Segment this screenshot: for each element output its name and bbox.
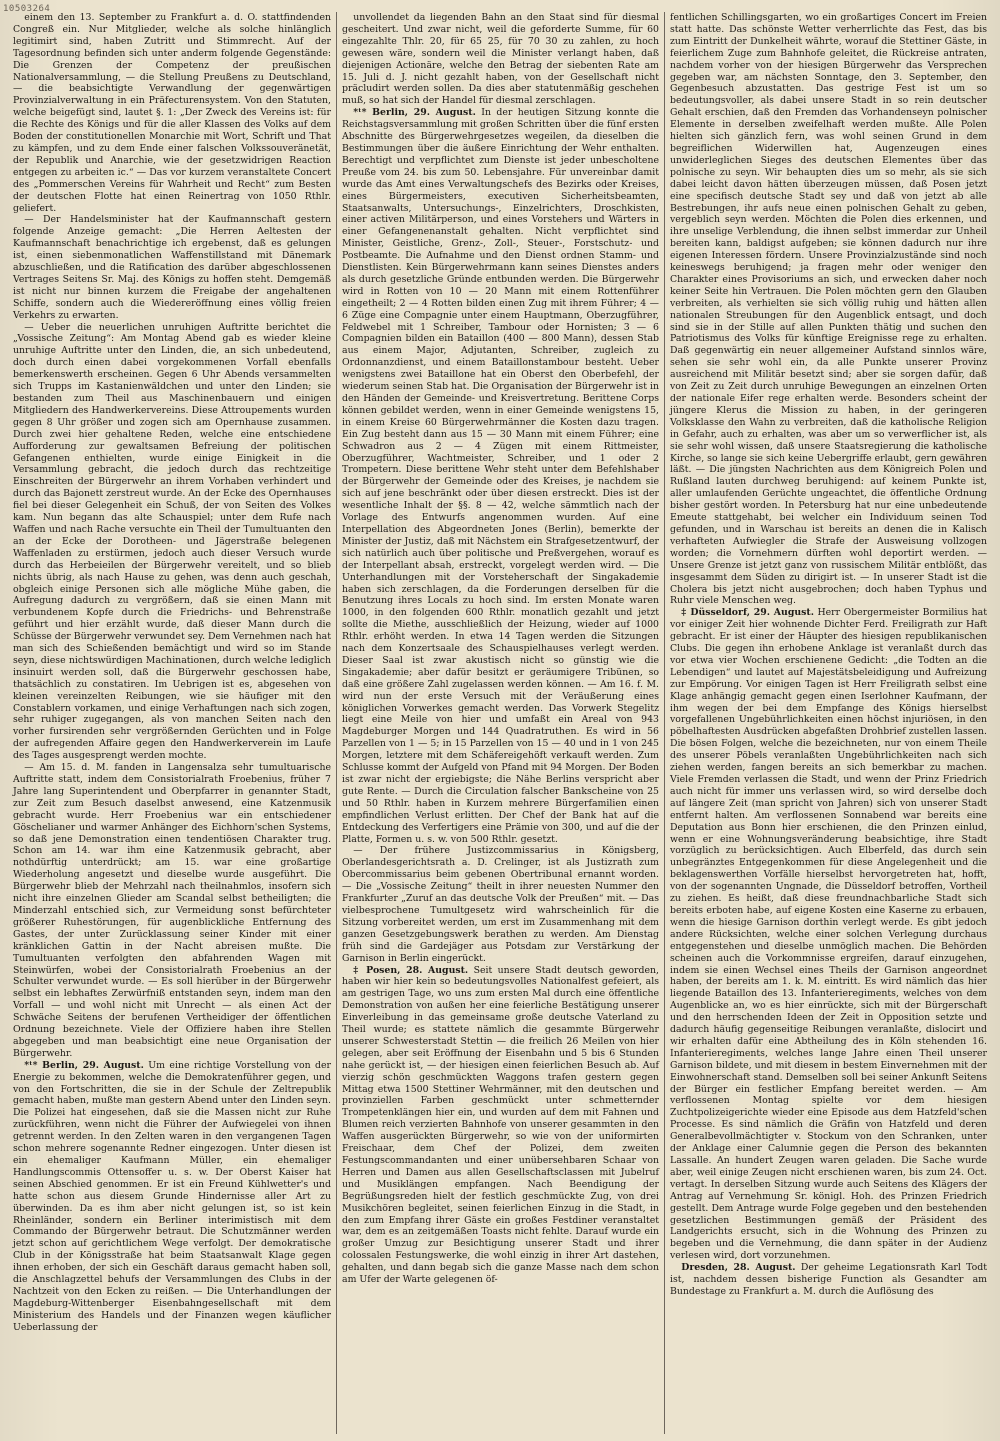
- article-paragraph: [13, 322, 331, 763]
- article-paragraph: [670, 1262, 987, 1298]
- article-text: Um eine richtige Vorstellung von der Energie zu bekommen, welche die Demokratenführer gegen, und von den Fortschritten, die sie in der Schule der Zeltrepublik gemacht haben, mußte man gestern Abend unter den Linden seyn. Die Polizei hat eingesehen, daß sie die Massen nicht zur Ruhe zurückführen, wenn nicht die Führer der Aufwiegelei von ihnen getrennt werden. In den Zelten waren in den vergangenen Tagen schon mehrere sogenannte Redner eingezogen. Unter diesen ist ein ehemaliger Kaufmann Müller, ein ehemaliger Handlungscommis Ottensoffer u. s. w. Der Oberst Kaiser hat seinen Abschied genommen. Er ist ein Freund Kühlwetter's und hatte schon aus diesem Grunde Hindernisse aller Art zu überwinden. Da es ihm aber nicht gelungen ist, so ist kein Rheinländer, sondern ein Berliner interimistisch mit dem Commando der Bürgerwehr betraut. Die Schutzmänner werden jetzt schon auf gerichtlichem Wege verfolgt. Der demokratische Club in der Königsstraße hat beim Staatsanwalt Klage gegen ihnen erhoben, der sich ein Geschäft daraus gemacht haben soll, die Anschlagzettel behufs der Versammlungen des Clubs in der Nachtzeit von den Ecken zu reißen. — Die Unterhandlungen der Magdeburg-Wittenberger Eisenbahngesellschaft mit dem Ministerium des Handels und der Finanzen wegen käuflicher Ueberlassung der: [13, 1059, 331, 1333]
- article-paragraph: [342, 107, 659, 845]
- article-paragraph: [13, 12, 331, 214]
- article-paragraph: [13, 1060, 331, 1334]
- article-dateline: ‡ Düsseldorf, 29. August.: [681, 607, 814, 619]
- article-dateline: *ᵗ* Berlin, 29. August.: [353, 107, 476, 119]
- article-text: Der geheime Legationsrath Karl Todt ist, nachdem dessen bisherige Function als Gesandter am Bundestage zu Frankfurt a. M. durch die Auflösung des: [670, 1262, 987, 1297]
- article-paragraph: [342, 965, 659, 1286]
- scan-id: 10503264: [3, 4, 51, 14]
- column-container: [8, 12, 992, 1434]
- article-paragraph: [670, 12, 987, 607]
- article-paragraph: [342, 12, 659, 107]
- article-text: In der heutigen Sitzung konnte die Reichstagsversammlung mit großen Schritten über die fünf ersten Abschnitte des Bürgerwehrgesetzes wegeilen, da dieselben die Bestimmungen über die äußere Einrichtung der Wehr enthalten. Berechtigt und verpflichtet zum Dienste ist jeder unbescholtene Preuße vom 24. bis zum 50. Lebensjahre. Für unvereinbar damit wurde das Amt eines Verwaltungschefs des Bezirks oder Kreises, eines Bürgermeisters, executiven Sicherheitsbeamten, Staatsanwalts, Untersuchungs-, Einzelrichters, Droschkisten, einer activen Militärperson, und eines Vorstehers und Wärters in einer Gefangenenanstalt gehalten. Nicht verpflichtet sind Minister, Geistliche, Grenz-, Zoll-, Steuer-, Forstschutz- und Postbeamte. Die Aufnahme und den Dienst ordnen Stamm- und Dienstlisten. Kein Bürgerwehrmann kann seines Dienstes anders als durch gesetzliche Gründe entbunden werden. Die Bürgerwehr wird in Rotten von 10 — 20 Mann mit einem Rottenführer eingetheilt; 2 — 4 Rotten bilden einen Zug mit ihrem Führer; 4 — 6 Züge eine Compagnie unter einem Hauptmann, Oberzugführer, Feldwebel mit 1 Schreiber, Tambour oder Hornisten; 3 — 6 Compagnien bilden ein Bataillon (400 — 800 Mann), dessen Stab aus einem Major, Adjutanten, Schreiber, zugleich zu Ordonnanzdienst, und einem Bataillonstambour besteht. Ueber wenigstens zwei Bataillone hat ein Oberst den Oberbefehl, der wiederum seinen Stab hat. Die Organisation der Bürgerwehr ist in den Händen der Gemeinde- und Kreisvertretung. Berittene Corps können gebildet werden, wenn in einer Gemeinde wenigstens 15, in einem Kreise 60 Bürgerwehrmänner die Kosten dazu tragen. Ein Zug besteht dann aus 15 — 30 Mann mit einem Führer; eine Schwadron aus 2 — 4 Zügen mit einem Rittmeister, Oberzugführer, Wachtmeister, Schreiber, und 1 oder 2 Trompetern. Diese berittene Wehr steht unter dem Befehlshaber der Bürgerwehr der Gemeinde oder des Kreises, je nachdem sie sich auf jene beschränkt oder über diesen erstreckt. Dies ist der wesentliche Inhalt der §§. 8 — 42, welche sämmtlich nach der Vorlage des Entwurfs angenommen wurden. Auf eine Interpellation des Abgeordneten Jones (Berlin), bemerkte der Minister der Justiz, daß mit Nächstem ein Strafgesetzentwurf, der sich natürlich auch über politische und Preßvergehen, worauf es der Interpellant absah, erstreckt, vorgelegt werden wird. — Die Unterhandlungen mit der Vorsteherschaft der Singakademie haben sich zerschlagen, da die Forderungen derselben für die Benutzung ihres Locals zu hoch sind. Im ersten Monate waren 1000, in den folgenden 600 Rthlr. monatlich gezahlt und jetzt sollte die Miethe, ausschließlich der Heizung, wieder auf 1000 Rthlr. erhöht werden. In etwa 14 Tagen werden die Sitzungen nach dem Konzertsaale des Schauspielhauses verlegt werden. Dieser Saal ist zwar akustisch nicht so günstig wie die Singakademie; aber dafür besitzt er geräumigere Tribünen, so daß eine größere Zahl zugelassen werden können. — Am 16. f. M. wird nun der erste Versuch mit der Veräußerung eines königlichen Vorwerkes gemacht werden. Das Vorwerk Stegelitz liegt eine Meile von hier und umfaßt ein Areal von 943 Magdeburger Morgen und 144 Quadratruthen. Es wird in 56 Parzellen von 1 — 5; in 15 Parzellen von 15 — 40 und in 1 von 245 Morgen, letztere mit dem Schäfereigehöft verkauft werden. Zum Schlusse kommt der Aufgeld von Pfand mit 94 Morgen. Der Boden ist zwar nicht der ergiebigste; die Nähe Berlins verspricht aber gute Rente. — Durch die Circulation falscher Bankscheine von 25 und 50 Rthlr. haben in Kurzem mehrere Bürgerfamilien einen empfindlichen Verlust erlitten. Der Chef der Bank hat auf die Entdeckung des Verfertigers eine Prämie von 300, und auf die der Platte, Formen u. s. w. von 500 Rthlr. gesetzt.: [342, 107, 659, 845]
- column-middle: [336, 12, 664, 1434]
- article-paragraph: [13, 762, 331, 1060]
- article-dateline: Dresden, 28. August.: [681, 1262, 796, 1274]
- article-text: — Der frühere Justizcommissarius in Königsberg, Oberlandesgerichtsrath a. D. Crelinger, ist als Justizrath zum Obercommissarius beim gebenen Obertribunal ernannt worden. — Die „Vossische Zeitung“ theilt in ihrer neuesten Nummer den Frankfurter „Zuruf an das deutsche Volk der Preußen“ mit. — Das vielbesprochene Tumultgesetz wird wahrscheinlich für die Sitzung vorbereitet werden, um erst im Zusammenhang mit dem ganzen Gesetzgebungswerk berathen zu werden. Am Dienstag früh sind die Gardejäger aus Potsdam zur Verstärkung der Garnison in Berlin eingerückt.: [342, 845, 659, 964]
- article-text: Seit unsere Stadt deutsch geworden, haben wir hier kein so bedeutungsvolles Nationalfest gefeiert, als am gestrigen Tage, wo uns zum ersten Mal durch eine öffentliche Demonstration von außen her eine feierliche Bestätigung unserer Einverleibung in das gemeinsame große deutsche Vaterland zu Theil wurde; es stattete nämlich die gesammte Bürgerwehr unserer Schwesterstadt Stettin — die freilich 26 Meilen von hier gelegen, aber seit Eröffnung der Eisenbahn und 5 bis 6 Stunden nahe gerückt ist, — der hiesigen einen feierlichen Besuch ab. Auf vierzig schön geschmückten Waggons trafen gestern gegen Mittag etwa 1500 Stettiner Wehrmänner, mit den deutschen und provinziellen Farben geschmückt unter schmetternder Trompetenklängen hier ein, und wurden auf dem mit Fahnen und Blumen reich verzierten Bahnhofe von unserer gesammten in den Waffen ausgerückten Bürgerwehr, so wie von der uniformirten Freischaar, dem Chef der Polizei, dem zweiten Festungscommandanten und einer unübersehbaren Schaar von Herren und Damen aus allen Gesellschaftsclassen mit Jubelruf und Musiklängen empfangen. Nach Beendigung der Begrüßungsreden hielt der festlich geschmückte Zug, von drei Musikchören begleitet, seinen feierlichen Einzug in die Stadt, in den zum Empfang ihrer Gäste ein großes Festdiner veranstaltet war, dem es an zeitgemäßen Toasts nicht fehlte. Darauf wurde ein großer Umzug zur Besichtigung unserer Stadt und ihrer colossalen Festungswerke, die wohl einzig in ihrer Art dastehen, gehalten, und dann begab sich die ganze Masse nach dem schon am Ufer der Warte gelegenen öf-: [342, 964, 659, 1286]
- article-paragraph: [13, 214, 331, 321]
- column-right: [664, 12, 992, 1434]
- article-text: — Am 15. d. M. fanden in Langensalza sehr tumultuarische Auftritte statt, indem dem Consistorialrath Froebenius, früher 7 Jahre lang Superintendent und Oberpfarrer in genannter Stadt, zur Zeit zum Besuch daselbst anwesend, eine Katzenmusik gebracht wurde. Herr Froebenius war ein entschiedener Göschelianer und warmer Anhänger des Eichhorn'schen Systems, so daß jene Demonstration einen tendentiösen Charakter trug. Schon am 14. war ihm eine Katzenmusik gebracht, aber nothdürftig unterdrückt; am 15. war eine großartige Wiederholung angesetzt und dieselbe wurde ausgeführt. Die Bürgerwehr blieb der Mehrzahl nach theilnahmlos, insofern sich nicht ihre einzelnen Glieder am Scandal selbst betheiligten; die Minderzahl entschied sich, zur Vermeidung sonst befürchteter größerer Ruhestörungen, für augenblickliche Entfernung des Gastes, der unter Zurücklassung seiner Kinder mit einer kränklichen Gattin in der Nacht abreisen mußte. Die Tumultuanten verfolgten den abfahrenden Wagen mit Steinwürfen, wobei der Consistorialrath Froebenius an der Schulter verwundet wurde. — Es soll hierüber in der Bürgerwehr selbst ein lebhaftes Zerwürfniß entstanden seyn, indem man den Vorfall — und wohl nicht mit Unrecht — als einen Act der Schwäche Seitens der berufenen Vertheidiger der öffentlichen Ordnung bezeichnete. Viele der Offiziere haben ihre Stellen abgegeben und man beabsichtigt eine neue Organisation der Bürgerwehr.: [13, 762, 331, 1059]
- article-text: — Der Handelsminister hat der Kaufmannschaft gestern folgende Anzeige gemacht: „Die Herren Aeltesten der Kaufmannschaft benachrichtige ich ergebenst, daß es gelungen ist, einen siebenmonatlichen Waffenstillstand mit Dänemark abzuschließen, und die Ratification des darüber abgeschlossenen Vertrages Seitens Sr. Maj. des Königs zu hoffen steht. Demgemäß ist nicht nur binnen kurzem die Freigabe der angehaltenen Schiffe, sondern auch die Wiedereröffnung eines völlig freien Verkehrs zu erwarten.: [13, 214, 331, 321]
- article-text: Herr Obergermeister Bormilius hat vor einiger Zeit hier wohnende Dichter Ferd. Freiligrath zur Haft gebracht. Er ist einer der Häupter des hiesigen republikanischen Clubs. Die gegen ihn erhobene Anklage ist veranlaßt durch das vor etwa vier Wochen erschienene Gedicht: „die Todten an die Lebendigen“ und lautet auf Majestätsbeleidigung und Aufreizung zur Empörung. Vor einigen Tagen ist Herr Freiligrath selbst eine Klage anhängig gemacht gegen einen Iserlohner Kaufmann, der ihm wegen der bei dem Empfange des Königs hierselbst vorgefallenen Ungebührlichkeiten einen höchst injuriösen, in den pöbelhaftesten Ausdrücken abgefaßten Drohbrief zustellen lassen. Die bösen Folgen, welche die bezeichneten, nur von einem Theile des unserer Pöbels veranlaßten Ungebührlichkeiten nach sich ziehen werden, fangen bereits an sich bemerkbar zu machen. Viele Fremden verlassen die Stadt, und wenn der Prinz Friedrich auch nicht für immer uns verlassen wird, so wird derselbe doch auf längere Zeit (man spricht von Jahren) sich von unserer Stadt entfernt halten. Am verflossenen Sonnabend war bereits eine Deputation aus Bonn hier erschienen, die den Prinzen einlud, wenn er eine Wohnungsveränderung beabsichtige, ihre Stadt vorzüglich zu berücksichtigen. Auch Elberfeld, das durch sein unbegränztes Entgegenkommen für diese Angelegenheit und die beklagenswerthen Vorfälle hierselbst hervorgetreten hat, hofft, von der sogenannten Ungnade, die Düsseldorf betroffen, Vortheil zu ziehen. Es heißt, daß diese freundnachbarliche Stadt sich bereits erboten habe, auf eigene Kosten eine Kaserne zu erbauen, wenn die hiesige Garnison dorthin verlegt werde. Es gibt jedoch andere Rücksichten, welche einer solchen Verlegung durchaus entgegenstehen und dieselbe unmöglich machen. Die Behörden scheinen auch die Vorkommnisse ergreifen, darauf einzugehen, indem sie einen Wechsel eines Theils der Garnison angeordnet haben, der bereits am 1. k. M. eintritt. Es wird nämlich das hier liegende Bataillon des 13. Infanterieregiments, welches von dem Augenblicke an, wo es hier einrückte, sich mit der Bürgerschaft und den herrschenden Ideen der Zeit in Opposition setzte und dadurch häufig gegenseitige Reibungen veranlaßte, dislocirt und wir erhalten dafür eine Abtheilung des in Köln stehenden 16. Infanterieregiments, welches lange Jahre einen Theil unserer Garnison bildete, und mit diesem in bestem Einvernehmen mit der Einwohnerschaft stand. Demselben soll bei seiner Ankunft Seitens der Bürger ein festlicher Empfang bereitet werden. — Am verflossenen Montag spielte vor dem hiesigen Zuchtpolizeigerichte wieder eine Episode aus dem Hatzfeld'schen Processe. Es sind nämlich die Gräfin von Hatzfeld und deren Generalbevollmächtigter v. Stockum von den Schranken, unter der Anklage einer Calumnie gegen die Person des bekannten Lassalle. An hundert Zeugen waren geladen. Die Sache wurde aber, weil einige Zeugen nicht erschienen waren, bis zum 24. Oct. vertagt. In derselben Sitzung wurde auch Seitens des Klägers der Antrag auf Vernehmung Sr. königl. Hoh. des Prinzen Friedrich gestellt. Dem Antrage wurde Folge gegeben und den bestehenden gesetzlichen Bestimmungen gemäß der Präsident des Landgerichts ersucht, sich in die Wohnung des Prinzen zu begeben und die Vernehmung, die dann später in der Audienz verlesen wird, dort vorzunehmen.: [670, 607, 987, 1262]
- article-text: unvollendet da liegenden Bahn an den Staat sind für diesmal gescheitert. Und zwar nicht, weil die geforderte Summe, für 60 eingezahlte Thlr. 20, für 65 25, für 70 30 zu zahlen, zu hoch gewesen wäre, sondern weil die Minister verlangt haben, daß diejenigen Actionäre, welche den Betrag der siebenten Rate am 15. Juli d. J. nicht gezahlt haben, von der Gesellschaft nicht präcludirt werden sollen. Da dies aber statutenmäßig geschehen muß, so hat sich der Handel für diesmal zerschlagen.: [342, 12, 659, 107]
- article-text: — Ueber die neuerlichen unruhigen Auftritte berichtet die „Vossische Zeitung“: Am Montag Abend gab es wieder kleine unruhige Auftritte unter den Linden, die, an sich unbedeutend, doch durch einen dabei vorgekommenen Vorfall ebenfalls bemerkenswerth erscheinen. Gegen 6 Uhr Abends versammelten sich Trupps im Kastanienwäldchen und unter den Linden; sie bestanden zum Theil aus Maschinenbauern und einigen Mitgliedern des Handwerkervereins. Diese Attroupements wurden gegen 8 Uhr größer und zogen sich am Opernhause zusammen. Durch zwei hier gehaltene Reden, welche eine entschiedene Aufforderung zur gewaltsamen Befreiung der politischen Gefangenen enthielten, wurde einige Einigkeit in die Versammlung gebracht, die jedoch durch das rechtzeitige Einschreiten der Bürgerwehr an ihrem Vorhaben verhindert und durch das Bajonett zerstreut wurde. An der Ecke des Opernhauses fiel bei dieser Gelegenheit ein Schuß, der von Seiten des Volkes kam. Nun begann das alte Schauspiel; unter dem Rufe nach Waffen und nach Rache versuchte ein Theil der Tumultuanten den an der Ecke der Dorotheen- und Jägerstraße belegenen Waffenladen zu erstürmen, jedoch auch dieser Versuch wurde durch das Herbeieilen der Bürgerwehr vereitelt, und so blieb nichts übrig, als nach Hause zu gehen, was denn auch geschah, obgleich einige Personen sich alle mögliche Mühe gaben, die Aufregung dadurch zu vergrößern, daß sie einen Mann mit verbundenem Kopfe durch die Friedrichs- und Behrenstraße geführt und hier erzählt wurde, daß dieser Mann durch die Schüsse der Bürgerwehr verwundet sey. Dem Vernehmen nach hat man sich des Schießenden bemächtigt und wird so im Stande seyn, diese nichtswürdigen Machinationen, durch welche lediglich insinuirt werden soll, daß die Bürgerwehr geschossen habe, thatsächlich zu constatiren. Im Uebrigen ist es, abgesehen von kleinen vereinzelten Reibungen, wie sie häufiger mit den Constablern vorkamen, und einige Verhaftungen nach sich zogen, sehr ruhiger zugegangen, als von manchen Seiten nach den vorher fursirenden sehr vergrößernden Gerüchten und in Folge der aufregenden Affaire gegen den Handwerkerverein im Laufe des Tages ausgesprengt werden mochte.: [13, 321, 331, 762]
- article-dateline: *ᵗ* Berlin, 29. August.: [24, 1059, 144, 1071]
- article-dateline: ‡ Posen, 28. August.: [353, 964, 469, 976]
- article-text: fentlichen Schillingsgarten, wo ein großartiges Concert im Freien statt hatte. Das schönste Wetter verherrlichte das Fest, das bis zum Eintritt der Dunkelheit währte, worauf die Stettiner Gäste, in feierlichem Zuge zum Bahnhofe geleitet, die Rückreise antraten, nachdem vorher von der hiesigen Bürgerwehr das Versprechen gegeben war, am nächsten Sonntage, den 3. September, den Gegenbesuch abzustatten. Das gestrige Fest ist um so bedeutungsvoller, als dabei unsere Stadt in so rein deutscher Gehalt erschien, daß den Fremden das Vorhandenseyn polnischer Elemente in derselben zweifelhaft werden mußte. Alle Polen hielten sich gänzlich fern, was wohl seinen Grund in dem begreiflichen Widerwillen hat, Augenzeugen eines unwiderleglichen Sieges des deutschen Elementes über das polnische zu seyn. Wir behaupten dies um so mehr, als sie sich dabei leicht davon hätten überzeugen müssen, daß Posen jetzt eine specifisch deutsche Stadt sey und daß von jetzt ab alle Bestrebungen, ihr aufs neue einen polnischen Gehalt zu geben, vergeblich seyn werden. Möchten die Polen dies erkennen, und ihre unselige Verblendung, die ihnen selbst immerdar zur Unheil bereiten kann, baldigst aufgeben; sie können dadurch nur ihre eigenen Interessen fördern. Unsere Provinzialzustände sind noch keineswegs beruhigend; ja fragen mehr oder weniger den Charakter eines Provisoriums an sich, und erwecken daher noch keiner Seite hin Vertrauen. Die Polen möchten gern den Glauben verbreiten, als verhielten sie sich völlig ruhig und hätten allen nationalen Streubungen für den Augenblick entsagt, und doch sind sie in der Stille auf allen Punkten thätig und suchen den Patriotismus des Volks für künftige Ereignisse rege zu erhalten. Daß gegenwärtig ein neuer allgemeiner Aufstand sinnlos wäre, sehen sie sehr wohl ein, da alle Punkte unserer Provinz ausreichend mit Militär besetzt sind; aber sie sorgen dafür, daß von Zeit zu Zeit durch unruhige Bewegungen an einzelnen Orten der nationale Eifer rege erhalten werde. Besonders scheint der jüngere Klerus die Mission zu haben, in der geringeren Volksklasse den Wahn zu verbreiten, daß die katholische Religion in Gefahr, auch zu erhalten, was aber um so verwerflicher ist, als sie sehr wohl wissen, daß unsere Staatsregierung die katholische Kirche, so lange sie sich keine Uebergriffe erlaubt, gern gewähren läßt. — Die jüngsten Nachrichten aus dem Königreich Polen und Rußland lauten durchweg beruhigend: auf keinem Punkte ist, aller umlaufenden Gerüchte ungeachtet, die öffentliche Ordnung bisher gestört worden. In Petersburg hat nur eine unbedeutende Emeute stattgehabt, bei welcher ein Individuum seinen Tod gefunden, und in Warschau ist bereits an denen die in Kalisch verhafteten Aufwiegler die Strafe der Ausweisung vollzogen worden; die Vornehmern dürften wohl deportirt werden. — Unsere Grenze ist jetzt ganz von russischem Militär entblößt, das insgesammt dem Süden zu dirigirt ist. — In unserer Stadt ist die Cholera bis jetzt nicht ausgebrochen; doch haben Typhus und Ruhr viele Menschen weg.: [670, 12, 987, 607]
- column-left: [8, 12, 336, 1434]
- article-paragraph: [670, 607, 987, 1262]
- article-paragraph: [342, 845, 659, 964]
- article-text: einem den 13. September zu Frankfurt a. d. O. stattfindenden Congreß ein. Nur Mitglieder, welche als solche hinlänglich legitimirt sind, haben Zutritt und Stimmrecht. Auf der Tagesordnung befinden sich unter anderm folgende Gegenstände: Die Grenzen der Competenz der preußischen Nationalversammlung, — die Stellung Preußens zu Deutschland, — die beabsichtigte Verwandlung der gegenwärtigen Provinzialverwaltung in ein Präfecturensystem. Von den Statuten, welche beigefügt sind, lautet §. 1: „Der Zweck des Vereins ist: für die Rechte des Königs und für die aller Klassen des Volks auf dem Boden der constitutionellen Monarchie mit Wort, Schrift und That zu kämpfen, und zu dem Ende einer falschen Volkssouveränetät, der Republik und Anarchie, wie der gesetzwidrigen Reaction entgegen zu arbeiten ic.“ — Das vor kurzem veranstaltete Concert des „Pommerschen Vereins für Wahrheit und Recht“ zum Besten der deutschen Flotte hat einen Reinertrag von 1050 Rthlr. geliefert.: [13, 12, 331, 214]
